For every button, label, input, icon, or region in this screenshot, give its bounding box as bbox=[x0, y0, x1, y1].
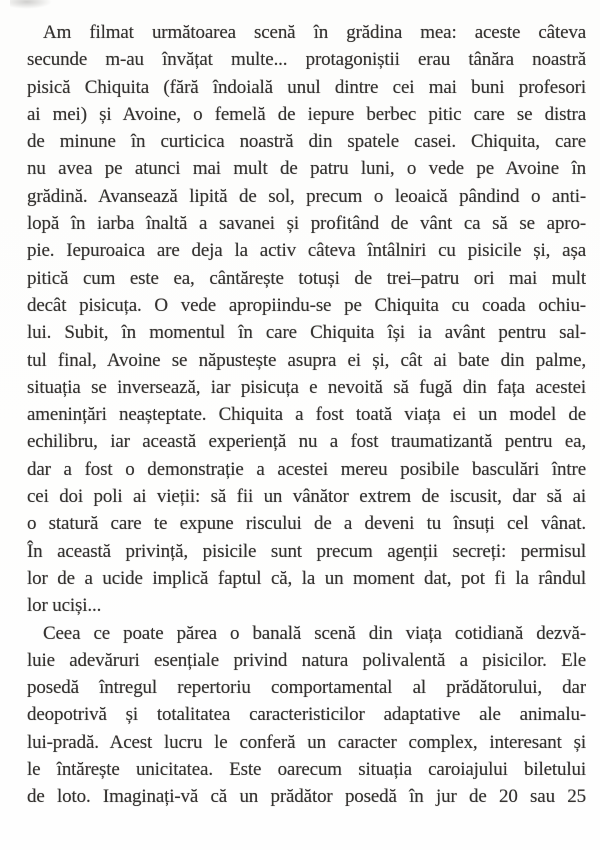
text-line: pitică cum este ea, cântărește totuși de trei–patru ori mai mult bbox=[27, 267, 586, 289]
text-line: o statură care te expune riscului de a deveni tu însuți cel vânat. bbox=[27, 513, 586, 535]
text-line: posedă întregul repertoriu comportamental al prădătorului, dar bbox=[27, 677, 586, 699]
text-line: deopotrivă și totalitatea caracteristicilor adaptative ale animalu- bbox=[27, 704, 586, 726]
text-line: lor de a ucide implică faptul că, la un moment dat, pot fi la rândul bbox=[27, 567, 586, 589]
text-line: lopă în iarba înaltă a savanei și profitând de vânt ca să se apro- bbox=[27, 213, 586, 235]
paragraph bbox=[27, 620, 586, 811]
text-line: amenințări neașteptate. Chiquita a fost toată viața ei un model de bbox=[27, 404, 586, 426]
text-line: echilibru, iar această experiență nu a fost traumatizantă pentru ea, bbox=[27, 431, 586, 453]
text-line: secunde m-au învățat multe... protagoniștii erau tânăra noastră bbox=[27, 49, 586, 71]
text-line: decât pisicuța. O vede apropiindu-se pe Chiquita cu coada ochiu- bbox=[27, 294, 586, 316]
text-line: cei doi poli ai vieții: să fii un vânător extrem de iscusit, dar să ai bbox=[27, 486, 586, 508]
body-text bbox=[27, 19, 586, 811]
text-line: ai mei) și Avoine, o femelă de iepure berbec pitic care se distra bbox=[27, 103, 586, 125]
text-line: situația se inversează, iar pisicuța e nevoită să fugă din fața acestei bbox=[27, 376, 586, 398]
text-line: Am filmat următoarea scenă în grădina mea: aceste câteva bbox=[43, 22, 586, 43]
text-line: luie adevăruri esențiale privind natura polivalentă a pisicilor. Ele bbox=[27, 649, 586, 671]
text-line: pie. Iepuroaica are deja la activ câteva întâlniri cu pisicile și, așa bbox=[27, 240, 586, 262]
text-line: dar a fost o demonstrație a acestei mereu posibile basculări între bbox=[27, 458, 586, 480]
text-line: de minune în curticica noastră din spatele casei. Chiquita, care bbox=[27, 131, 586, 153]
text-line: le întărește unicitatea. Este oarecum situația caroiajului biletului bbox=[27, 759, 586, 781]
text-line: tul final, Avoine se năpustește asupra ei și, cât ai bate din palme, bbox=[27, 349, 586, 371]
text-line: nu avea pe atunci mai mult de patru luni, o vede pe Avoine în bbox=[27, 158, 586, 180]
text-line: lui-pradă. Acest lucru le conferă un caracter complex, interesant și bbox=[27, 731, 586, 753]
scan-artifact-smudge bbox=[10, 0, 52, 9]
text-line: În această privință, pisicile sunt precum agenții secreți: permisul bbox=[27, 540, 586, 562]
text-line: Ceea ce poate părea o banală scenă din viața cotidiană dezvă- bbox=[43, 622, 586, 644]
text-line: lui. Subit, în momentul în care Chiquita își ia avânt pentru sal- bbox=[27, 322, 586, 344]
text-line: lor uciși... bbox=[27, 595, 102, 617]
paragraph bbox=[27, 19, 586, 620]
text-line: de loto. Imaginați-vă că un prădător posedă în jur de 20 sau 25 bbox=[27, 786, 586, 808]
text-line: pisică Chiquita (fără îndoială unul dintre cei mai buni profesori bbox=[27, 76, 586, 98]
text-line: grădină. Avansează lipită de sol, precum o leoaică pândind o anti- bbox=[27, 185, 586, 207]
